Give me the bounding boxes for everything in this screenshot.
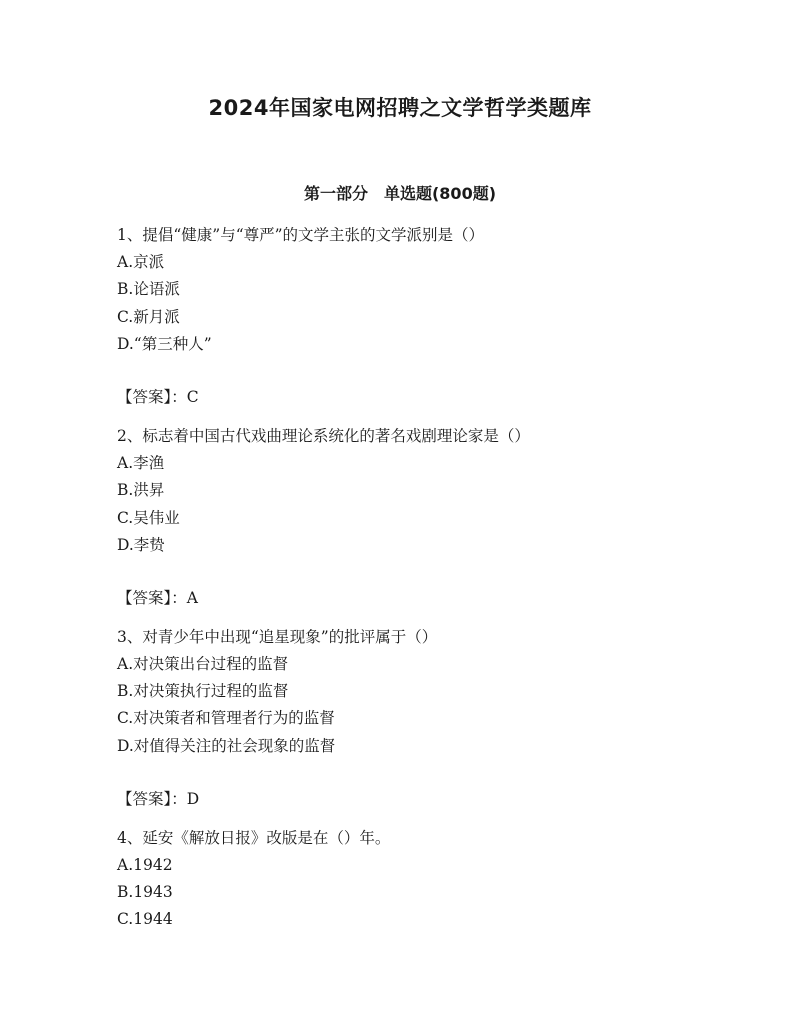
- question-2: [117, 423, 737, 612]
- option-b: B.洪昇: [117, 481, 165, 500]
- question-list: [117, 222, 737, 934]
- question-stem: 3、对青少年中出现“追星现象”的批评属于（）: [117, 627, 438, 646]
- question-3: [117, 624, 737, 813]
- question-stem: 2、标志着中国古代戏曲理论系统化的著名戏剧理论家是（）: [117, 426, 530, 445]
- section-title: 第一部分 单选题(800题): [303, 184, 497, 203]
- option-a: A.1942: [117, 856, 173, 874]
- option-b: B.论语派: [117, 280, 180, 299]
- option-b: B.1943: [117, 883, 173, 902]
- option-a: A.李渔: [117, 454, 165, 473]
- answer-label: 【答案】：A: [117, 588, 198, 607]
- option-c: C.对决策者和管理者行为的监督: [117, 709, 335, 728]
- answer-label: 【答案】：C: [117, 387, 199, 406]
- option-d: D.对值得关注的社会现象的监督: [117, 736, 336, 755]
- option-c: C.1944: [117, 910, 173, 929]
- option-c: C.新月派: [117, 307, 180, 326]
- option-a: A.京派: [117, 253, 165, 272]
- question-stem: 1、提倡“健康”与“尊严”的文学主张的文学派别是（）: [117, 226, 485, 244]
- question-4: [117, 825, 737, 934]
- answer-label: 【答案】：D: [117, 789, 200, 808]
- document-title: 2024年国家电网招聘之文学哲学类题库: [208, 96, 592, 120]
- option-a: A.对决策出台过程的监督: [117, 655, 289, 674]
- option-b: B.对决策执行过程的监督: [117, 682, 289, 701]
- option-d: D.“第三种人”: [117, 334, 212, 353]
- question-stem: 4、延安《解放日报》改版是在（）年。: [117, 828, 391, 847]
- question-1: [117, 222, 737, 411]
- option-c: C.吴伟业: [117, 508, 180, 527]
- option-d: D.李贽: [117, 535, 165, 554]
